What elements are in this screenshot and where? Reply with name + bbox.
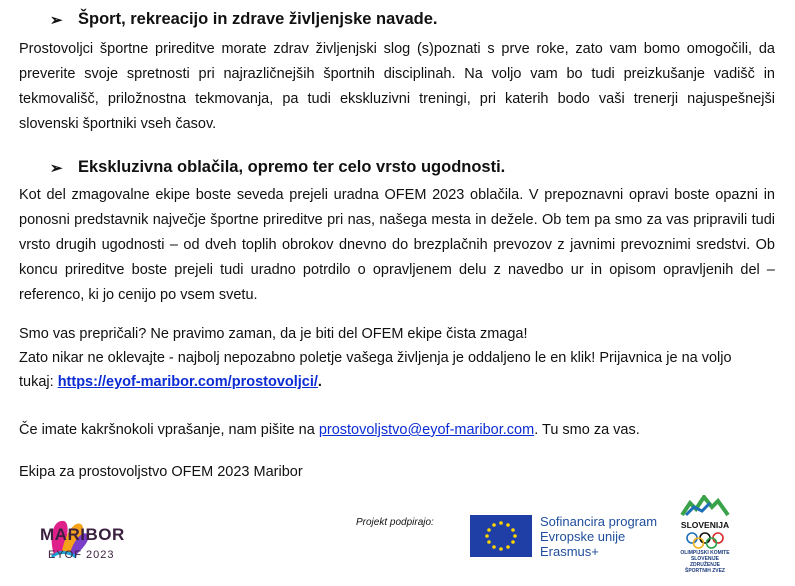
oks-caption-line: ŠPORTNIH ZVEZ [684,568,725,574]
eu-text-line: Evropske unije [540,529,626,544]
section-title: Ekskluzivna oblačila, opremo ter celo vrsto ugodnosti. [78,158,506,176]
eyof-logo-text: EYOF 2023 [48,549,115,561]
eu-text-line: Erasmus+ [540,544,599,559]
olympic-committee-logo [670,495,740,583]
contact-prefix: Če imate kakršnokoli vprašanje, nam pišite na [19,422,319,438]
olympic-rings-icon [684,531,726,549]
contact-suffix: . Tu smo za vas. [534,422,640,438]
section-paragraph-sport: Prostovoljci športne prireditve morate zdrav življenjski slog (s)poznati s prve roke, zato vam bomo omogočili, da preverite svoje spretnosti pri najrazličnejših športnih disciplinah. Na voljo vam bo tudi preizkušanje vadišč in tekmovališč, priložnostna tekmovanja, pa tudi ekskluzivni treningi, pri katerih bodo vaši trenerji najuspešnejši slovenski športniki vseh časov. [19,41,775,132]
footer-logos [0,495,795,586]
signature: Ekipa za prostovoljstvo OFEM 2023 Maribor [19,464,303,480]
eu-flag-icon [470,515,532,557]
sponsor-label: Projekt podpirajo: [356,517,434,528]
eu-funding-text [540,514,657,559]
contact-email-link[interactable]: prostovoljstvo@eyof-maribor.com [318,422,535,438]
oks-caption-line: SLOVENIJE [690,556,720,562]
arrow-bullet-icon: ➢ [50,11,63,29]
signup-prefix: tukaj: [19,374,58,390]
arrow-bullet-icon: ➢ [50,159,63,177]
eu-text-line: Sofinancira program [540,514,658,529]
closing-line-1: Smo vas prepričali? Ne pravimo zaman, da je biti del OFEM ekipe čista zmaga! [19,326,528,342]
closing-line-2: Zato nikar ne oklevajte - najbolj nepozabno poletje vašega življenja je oddaljeno le en klik! Prijavnica je na voljo [19,350,732,366]
section-heading-clothing [50,158,505,177]
section-paragraph-clothing: Kot del zmagovalne ekipe boste seveda prejeli uradna OFEM 2023 oblačila. V prepoznavni opravi boste opazni in ponosni predstavnik največje športne prireditve pri nas, našega mesta in dežele. Ob tem pa smo za vas pripravili tudi vrsto drugih ugodnosti – od dveh toplih obrokov dnevno do brezplačnih prevozov z javnimi prevoznimi sredstvi. Ob koncu prireditve boste prejeli tudi uradno potrdilo o opravljenem delu z navedbo ur in opisom opravljenih del – referenco, ki jo cenijo po vsem svetu. [19,187,775,303]
closing-line-3 [19,370,322,395]
oks-title: SLOVENIJA [680,520,730,530]
maribor-logo-text: MARIBOR [40,525,125,544]
signup-suffix: . [317,374,322,390]
signup-link[interactable]: https://eyof-maribor.com/prostovoljci/ [57,374,318,390]
contact-line [19,418,640,443]
section-title: Šport, rekreacijo in zdrave življenjske navade. [78,10,438,28]
section-heading-sport [50,10,438,29]
oks-caption-line: ZDRUŽENJE [689,562,720,568]
oks-caption-line: OLIMPIJSKI KOMITE [680,550,730,556]
oks-caption [670,550,740,574]
mountain-icon [680,495,730,517]
